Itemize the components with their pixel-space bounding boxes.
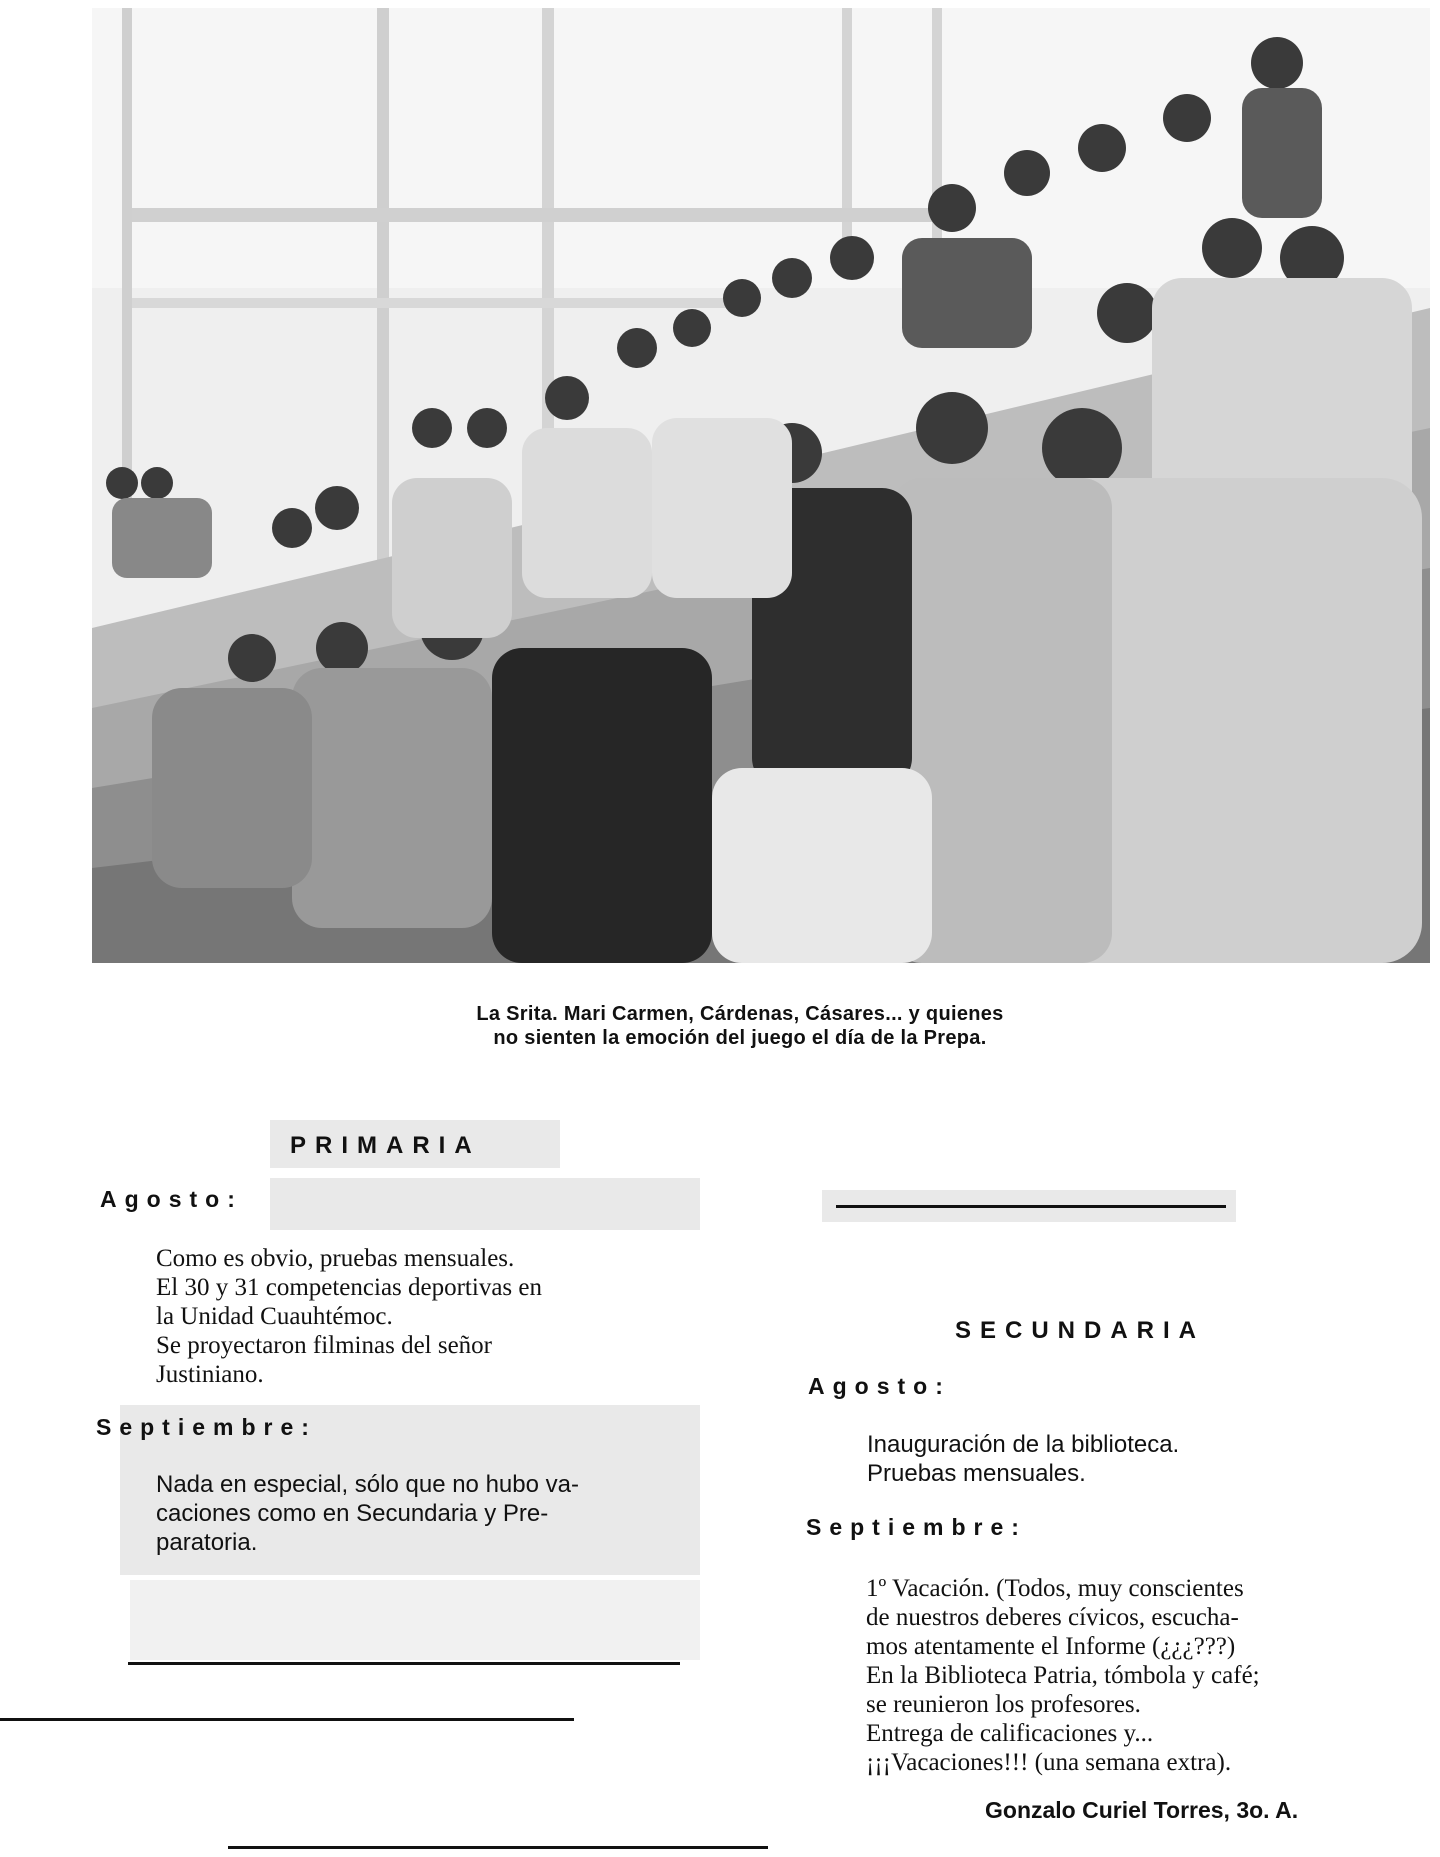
text-line: El 30 y 31 competencias deportivas en [156, 1274, 542, 1301]
primaria-heading: PRIMARIA [290, 1132, 481, 1159]
text-line: la Unidad Cuauhtémoc. [156, 1303, 393, 1330]
text-line: En la Biblioteca Patria, tómbola y café; [866, 1662, 1260, 1689]
text-line: Nada en especial, sólo que no hubo va- [156, 1471, 579, 1498]
primaria-septiembre-label: Septiembre: [96, 1414, 317, 1440]
text-line: Pruebas mensuales. [867, 1460, 1086, 1487]
author-signature: Gonzalo Curiel Torres, 3o. A. [985, 1797, 1299, 1823]
text-line: de nuestros deberes cívicos, escucha- [866, 1604, 1239, 1631]
text-line: se reunieron los profesores. [866, 1691, 1141, 1718]
secundaria-agosto-text [867, 1430, 1287, 1488]
divider-rule [836, 1205, 1226, 1208]
primaria-agosto-text [156, 1244, 692, 1389]
text-line: paratoria. [156, 1529, 258, 1556]
photo-illustration [92, 8, 1430, 963]
text-line: Justiniano. [156, 1361, 264, 1388]
caption-line-2: no sienten la emoción del juego el día de la Prepa. [493, 1027, 987, 1049]
primaria-septiembre-text [156, 1470, 696, 1557]
text-line: Entrega de calificaciones y... [866, 1720, 1154, 1747]
divider-rule [0, 1718, 574, 1721]
caption-line-1: La Srita. Mari Carmen, Cárdenas, Cásares... y quienes [476, 1003, 1004, 1025]
text-line: Como es obvio, pruebas mensuales. [156, 1245, 515, 1272]
secundaria-septiembre-label: Septiembre: [806, 1514, 1027, 1540]
bleachers-photo [92, 8, 1430, 963]
text-line: mos atentamente el Informe (¿¿¿???) [866, 1633, 1236, 1660]
divider-rule [228, 1846, 768, 1849]
primaria-agosto-label: Agosto: [100, 1186, 243, 1212]
text-line: 1º Vacación. (Todos, muy conscientes [866, 1575, 1244, 1602]
text-line: ¡¡¡Vacaciones!!! (una semana extra). [866, 1749, 1232, 1776]
paste-up-strip [270, 1178, 700, 1230]
secundaria-septiembre-text [866, 1574, 1401, 1777]
divider-rule [128, 1662, 680, 1665]
text-line: caciones como en Secundaria y Pre- [156, 1500, 549, 1527]
text-line: Se proyectaron filminas del señor [156, 1332, 493, 1359]
secundaria-agosto-label: Agosto: [808, 1373, 951, 1399]
paste-up-strip [130, 1580, 700, 1660]
text-line: Inauguración de la biblioteca. [867, 1431, 1180, 1458]
photo-caption [380, 1002, 1100, 1050]
secundaria-heading: SECUNDARIA [955, 1317, 1206, 1344]
